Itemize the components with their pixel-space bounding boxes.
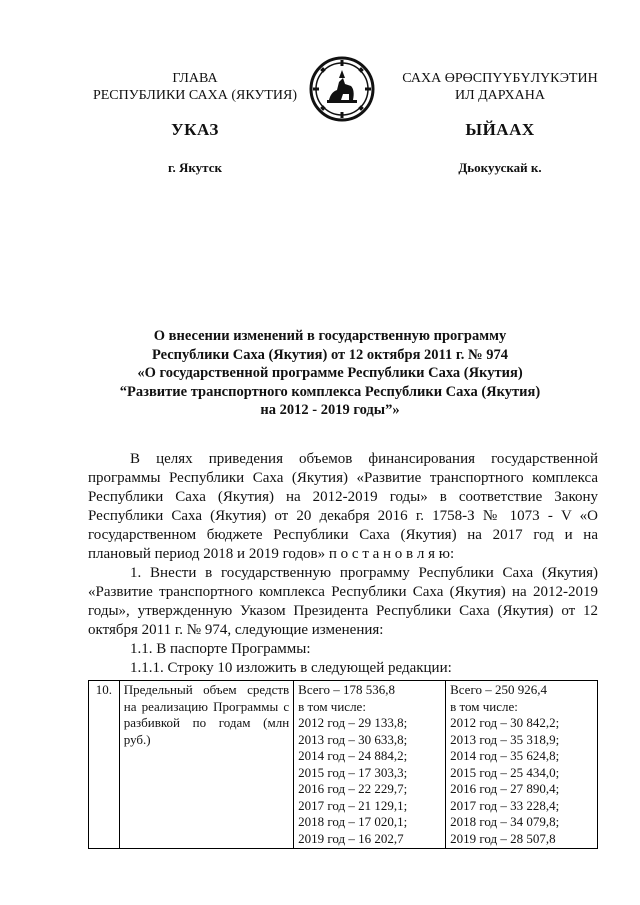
decree-title-ru: УКАЗ [171,120,219,139]
coat-of-arms-emblem [309,56,375,122]
old-year-2019: 2019 год – 16 202,7 [298,830,404,846]
old-year-2018: 2018 год – 17 020,1; [298,814,408,829]
title-line-1: О внесении изменений в государственную программу [153,328,507,344]
old-values-cell [294,681,446,849]
title-line-3: «О государственной программе Республики Саха (Якутия) [137,365,523,381]
city-sah: Дьокуускай к. [458,160,542,175]
coat-of-arms-icon [309,56,375,122]
document-body [88,450,598,678]
title-line-2: Республики Саха (Якутия) от 12 октября 2011 г. № 974 [151,346,509,363]
city-ru: г. Якутск [168,160,222,175]
paragraph-preamble: В целях приведения объемов финансирования государственной программы Республики Саха (Якутия) «Развитие транспортного комплекса Республики Саха (Якутия) на 2012-2019 годы» в соответствие Закону Республики Саха (Якутия) от 20 декабря 2016 г. 1758-З № 1073 - V «О государственном бюджете Республики Саха (Якутия) на 2017 год и на плановый период 2018 и 2019 годов» п о с т а н о в л я ю: [88,451,598,562]
header-left [70,70,320,104]
new-total: Всего – 250 926,4 [450,682,547,697]
old-year-2015: 2015 год – 17 303,3; [298,764,408,780]
new-year-2013: 2013 год – 35 318,9; [450,731,560,747]
paragraph-item-1-1: 1.1. В паспорте Программы: [130,641,311,657]
old-year-2017: 2017 год – 21 129,1; [298,797,408,813]
old-year-2013: 2013 год – 30 633,8; [298,731,408,747]
old-total: Всего – 178 536,8 [298,682,396,697]
header-right-line1: САХА ӨРӨСПҮҮБҮЛҮКЭТИН [402,71,598,86]
decree-title-sah: ЫЙААХ [465,120,535,139]
old-including: в том числе: [298,698,366,714]
row-description: Предельный объем средств на реализацию Программы с разбивкой по годам (млн руб.) [119,681,293,849]
new-year-2018: 2018 год – 34 079,8; [450,814,560,829]
header-right-line2: ИЛ ДАРХАНА [454,88,545,103]
old-year-2014: 2014 год – 24 884,2; [298,748,408,763]
new-year-2017: 2017 год – 33 228,4; [450,797,560,813]
old-year-2012: 2012 год – 29 133,8; [298,715,408,730]
new-year-2014: 2014 год – 35 624,8; [450,748,560,763]
funding-table [88,680,598,849]
title-line-4: “Развитие транспортного комплекса Республики Саха (Якутия) [119,383,541,400]
new-including: в том числе: [450,698,518,714]
table-row [89,681,598,849]
row-number: 10. [89,681,120,849]
new-year-2012: 2012 год – 30 842,2; [450,715,560,730]
paragraph-item-1-1-1: 1.1.1. Строку 10 изложить в следующей редакции: [130,660,452,676]
new-year-2016: 2016 год – 27 890,4; [450,781,560,796]
old-year-2016: 2016 год – 22 229,7; [298,781,408,796]
new-year-2019: 2019 год – 28 507,8 [450,830,556,846]
new-values-cell [446,681,598,849]
paragraph-item-1: 1. Внести в государственную программу Республики Саха (Якутия) «Развитие транспортного комплекса Республики Саха (Якутия) на 2012-2019 годы», утвержденную Указом Президента Республики Саха (Якутия) от 12 октября 2011 г. № 974, следующие изменения: [88,565,598,638]
header-left-line1: ГЛАВА [172,71,218,86]
document-title [80,327,580,420]
new-year-2015: 2015 год – 25 434,0; [450,764,560,780]
title-line-5: на 2012 - 2019 годы”» [260,402,400,418]
header-right [385,70,615,104]
header-left-line2: РЕСПУБЛИКИ САХА (ЯКУТИЯ) [92,88,298,103]
